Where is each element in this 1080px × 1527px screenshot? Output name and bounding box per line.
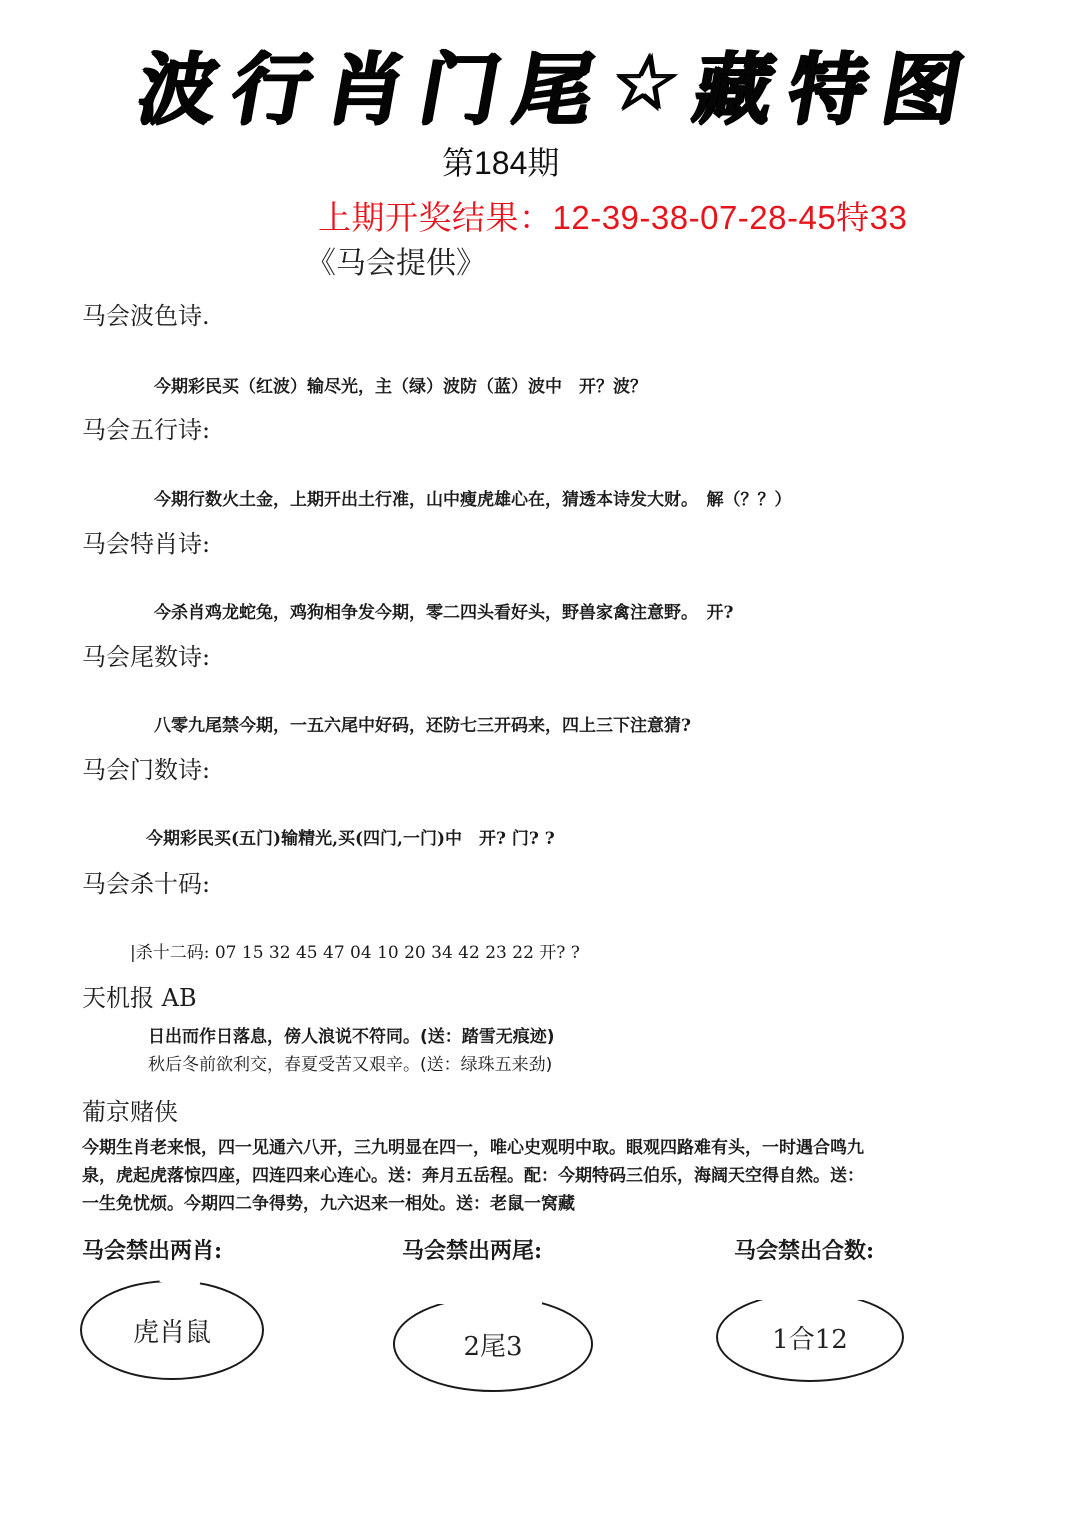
ban-sum-title: 马会禁出合数: <box>734 1238 875 1264</box>
last-draw-result: 上期开奖结果：12-39-38-07-28-45特33 <box>318 199 908 236</box>
masthead-title <box>130 28 975 138</box>
section-title-tianji: 天机报 AB <box>82 984 197 1012</box>
ban-two-zodiac-ellipse <box>80 1280 264 1380</box>
tianji-line-1: 日出而作日落息，傍人浪说不符同。(送：踏雪无痕迹) <box>148 1027 555 1047</box>
section-title-pujing: 葡京赌侠 <box>82 1098 178 1126</box>
pujing-body <box>82 1134 982 1218</box>
ban-two-tails-title: 马会禁出两尾: <box>402 1238 543 1264</box>
masthead-char: 特 <box>780 45 881 135</box>
kill-twelve-numbers: |杀十二码: 07 15 32 45 47 04 10 20 34 42 23 22 开? ? <box>130 943 580 963</box>
ban-two-zodiac-value: 虎肖鼠 <box>132 1317 211 1348</box>
ban-sum-ellipse <box>716 1292 904 1382</box>
masthead-char: 尾 <box>506 45 607 135</box>
poem-wave-color: 今期彩民买（红波）输尽光，主（绿）波防（蓝）波中 开？波？ <box>154 377 647 397</box>
section-title-special-zodiac: 马会特肖诗: <box>82 530 211 558</box>
masthead-char: 图 <box>874 45 975 135</box>
ellipse-gap <box>438 1290 542 1304</box>
section-title-five-elements: 马会五行诗: <box>82 416 211 444</box>
section-title-kill-ten: 马会杀十码: <box>82 870 211 898</box>
ban-two-tails-value: 2尾3 <box>463 1331 523 1362</box>
ellipse-gap <box>746 1286 870 1300</box>
masthead-char: 藏 <box>686 45 787 135</box>
ban-two-tails-ellipse <box>393 1296 593 1392</box>
poem-tail-number: 八零九尾禁今期，一五六尾中好码，还防七三开码来，四上三下注意猜? <box>154 716 691 736</box>
issue-number: 第184期 <box>442 145 560 181</box>
star-icon: ☆ <box>602 38 694 128</box>
tianji-line-2: 秋后冬前欲利交，春夏受苦又艰辛。(送：绿珠五来劲) <box>148 1055 553 1075</box>
ban-two-zodiac-title: 马会禁出两肖: <box>82 1238 223 1264</box>
pujing-line: 泉，虎起虎落惊四座，四连四来心连心。送：奔月五岳程。配：今期特码三伯乐，海阔天空得自然。送： <box>82 1166 864 1186</box>
section-title-door-number: 马会门数诗: <box>82 756 211 784</box>
masthead-char: 行 <box>224 45 325 135</box>
poem-special-zodiac: 今杀肖鸡龙蛇兔，鸡狗相争发今期，零二四头看好头，野兽家禽注意野。 开? <box>154 603 734 623</box>
poem-door-number: 今期彩民买(五门)输精光,买(四门,一门)中 开? 门? ? <box>146 829 555 849</box>
masthead-char: 肖 <box>318 45 419 135</box>
pujing-line: 今期生肖老来恨，四一见通六八开，三九明显在四一，唯心史观明中取。眼观四路难有头，一时遇合鸣九 <box>82 1138 864 1158</box>
poem-five-elements: 今期行数火土金，上期开出土行准，山中瘦虎雄心在，猜透本诗发大财。 解（？？） <box>154 490 792 510</box>
masthead-char: 门 <box>412 45 513 135</box>
section-title-wave-color: 马会波色诗. <box>82 302 210 330</box>
ban-sum-value: 1合12 <box>772 1324 848 1355</box>
pujing-line: 一生免忧烦。今期四二争得势，九六迟来一相处。送：老鼠一窝藏 <box>82 1194 575 1214</box>
section-title-tail-number: 马会尾数诗: <box>82 643 211 671</box>
provider-label: 《马会提供》 <box>306 246 486 281</box>
masthead-char: 波 <box>130 45 231 135</box>
